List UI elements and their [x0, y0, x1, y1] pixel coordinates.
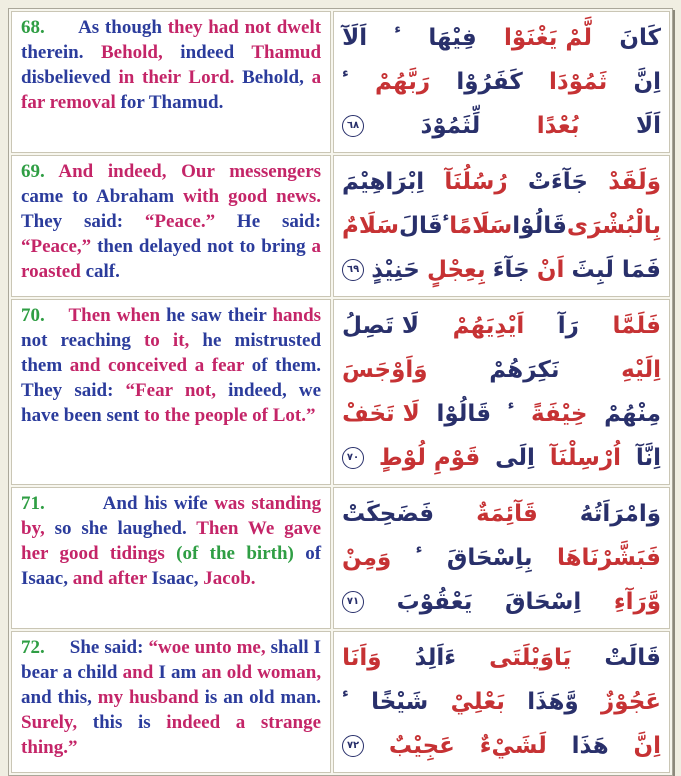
english-cell — [11, 299, 331, 485]
arabic-word: يَعْقُوْبَ — [396, 589, 473, 615]
arabic-word: بَعْلِيْ — [450, 689, 505, 715]
arabic-word: عَجُوْزٌ — [601, 689, 661, 715]
verses-table-frame — [8, 8, 673, 776]
arabic-word: بِعِجْلٍ — [426, 257, 486, 283]
verse-marker-badge: ٧٢ — [342, 735, 364, 757]
arabic-line — [342, 248, 661, 292]
arabic-word: قَالُوْا — [512, 213, 567, 239]
text-segment: to the people of Lot.” — [143, 405, 316, 426]
arabic-word: ثَمُوْدَا — [549, 69, 608, 95]
text-segment: indeed, we have been sent — [21, 380, 322, 426]
verse-marker-badge: ٧١ — [342, 591, 364, 613]
verse-number: 70. — [21, 305, 63, 326]
arabic-word: اَيْدِيَهُمْ — [452, 313, 525, 339]
text-segment: She said: — [69, 637, 144, 658]
text-segment: “Fear not, — [125, 380, 216, 401]
arabic-word: لَا تَخَفْ — [342, 401, 420, 427]
arabic-word: اِنَّ — [633, 733, 661, 759]
arabic-line — [342, 392, 661, 436]
arabic-word: قَالُوْا — [436, 401, 492, 427]
arabic-word: مِنْهُمْ — [604, 401, 661, 427]
arabic-line — [342, 348, 661, 392]
text-segment: and this, — [21, 687, 92, 708]
english-paragraph — [21, 303, 321, 428]
arabic-word: اُرْسِلْنَآ — [549, 445, 621, 471]
arabic-word: كَانَ — [619, 25, 661, 51]
arabic-word: وَّرَآءِ — [613, 589, 661, 615]
arabic-word: اَنْ — [536, 257, 565, 283]
arabic-word: اَلَآ — [342, 25, 368, 51]
text-segment: hands — [272, 305, 322, 326]
arabic-word: وَلَقَدْ — [608, 169, 661, 195]
text-segment: of them. They said: — [21, 355, 322, 401]
arabic-word: فِيْهَا — [428, 25, 477, 51]
text-segment: not reaching — [21, 330, 131, 351]
arabic-word: لِّثَمُوْدَ — [420, 113, 481, 139]
arabic-word: رَآ — [557, 313, 579, 339]
arabic-line — [342, 60, 661, 104]
arabic-word: جَآءَ — [492, 257, 530, 283]
text-segment: indeed — [180, 42, 235, 63]
text-segment: was standing by, — [21, 493, 322, 539]
arabic-line — [342, 160, 661, 204]
text-segment: came to Abraham — [21, 186, 175, 207]
text-segment: with good news. — [183, 186, 322, 207]
arabic-line — [342, 580, 661, 624]
text-segment: and conceived a fear — [69, 355, 245, 376]
text-segment: Jacob. — [203, 568, 256, 589]
arabic-word: هَذَا — [571, 733, 609, 759]
arabic-line — [342, 536, 661, 580]
pause-mark: ء — [394, 22, 402, 37]
arabic-word: كَفَرُوْا — [456, 69, 523, 95]
arabic-word: قَوْمِ لُوْطٍ — [378, 445, 481, 471]
text-segment: And his wife — [102, 493, 208, 514]
verse-row — [11, 299, 670, 485]
text-segment: they had not dwelt — [167, 17, 322, 38]
text-segment: he saw their — [166, 305, 267, 326]
verse-row — [11, 631, 670, 773]
pause-mark: ء — [415, 542, 423, 557]
pause-mark: ء — [342, 686, 349, 701]
text-segment: Behold, — [100, 42, 163, 63]
arabic-word: بِالْبُشْرَى — [566, 213, 661, 239]
text-segment: They said: — [21, 211, 124, 232]
arabic-line — [342, 724, 661, 768]
arabic-word: وَّهَذَا — [527, 689, 579, 715]
arabic-word: وَمِنْ — [342, 545, 392, 571]
arabic-word: رُسُلُنَآ — [444, 169, 508, 195]
text-segment: in their Lord. — [118, 67, 235, 88]
text-segment: an old woman, — [201, 662, 322, 683]
arabic-cell — [333, 487, 670, 629]
arabic-word: بِاِسْحَاقَ — [446, 545, 533, 571]
text-segment: “Peace.” — [144, 211, 216, 232]
arabic-cell — [333, 631, 670, 773]
arabic-word: اِبْرَاهِيْمَ — [342, 169, 425, 195]
text-segment: Then We gave her good tidings — [21, 518, 322, 564]
arabic-word: اِلَيْهِ — [621, 357, 661, 383]
arabic-line — [342, 204, 661, 248]
arabic-line — [342, 492, 661, 536]
arabic-word: قَالَ — [398, 213, 443, 239]
english-paragraph — [21, 635, 321, 760]
english-paragraph — [21, 491, 321, 591]
text-segment: indeed a strange thing.” — [21, 712, 322, 758]
arabic-word: شَيْخًا — [371, 689, 429, 715]
arabic-word: اِنَّآ — [635, 445, 661, 471]
text-segment: Behold, — [242, 67, 304, 88]
arabic-word: لَشَيْءٌ — [479, 733, 547, 759]
verse-row — [11, 11, 670, 153]
arabic-word: وَامْرَاَتُهُ — [579, 501, 661, 527]
arabic-cell — [333, 11, 670, 153]
arabic-word: اِنَّ — [633, 69, 661, 95]
text-segment: of Isaac, — [21, 543, 322, 589]
pause-mark: ء — [442, 210, 450, 225]
text-segment: and — [122, 662, 154, 683]
text-segment: he mistrusted them — [21, 330, 322, 376]
text-segment: then delayed not to bring — [97, 236, 306, 257]
text-segment: Surely, — [21, 712, 78, 733]
text-segment: shall I bear a child — [21, 637, 322, 683]
arabic-cell — [333, 155, 670, 297]
pause-mark: ء — [342, 66, 349, 81]
arabic-line — [342, 636, 661, 680]
arabic-word: قَآئِمَةٌ — [476, 501, 538, 527]
text-segment: a roasted — [21, 236, 322, 282]
verses-table — [9, 9, 672, 775]
verse-number: 68. — [21, 17, 74, 38]
text-segment: a far removal — [21, 67, 322, 113]
text-segment: therein. — [21, 42, 84, 63]
arabic-word: اِسْحَاقَ — [504, 589, 582, 615]
arabic-word: يَاوَيْلَتَى — [489, 645, 572, 671]
verse-row — [11, 155, 670, 297]
text-segment: (of the birth) — [176, 543, 294, 564]
text-segment: “Peace,” — [21, 236, 92, 257]
text-segment: so she laughed. — [54, 518, 187, 539]
text-segment: He said: — [236, 211, 322, 232]
arabic-word: اِلَى — [495, 445, 535, 471]
english-paragraph — [21, 159, 321, 284]
text-segment: and after — [72, 568, 147, 589]
arabic-word: وَاَنَا — [342, 645, 382, 671]
arabic-line — [342, 104, 661, 148]
arabic-word: عَجِيْبٌ — [388, 733, 455, 759]
text-segment: this is — [92, 712, 151, 733]
text-segment: for Thamud. — [120, 92, 224, 113]
arabic-word: سَلَامٌ — [342, 213, 399, 239]
arabic-word: سَلَامًا — [449, 213, 513, 239]
arabic-word: فَلَمَّا — [612, 313, 661, 339]
arabic-word: جَآءَتْ — [527, 169, 588, 195]
arabic-word: قَالَتْ — [604, 645, 661, 671]
verse-row — [11, 487, 670, 629]
arabic-word: بُعْدًا — [536, 113, 580, 139]
text-segment: my husband — [97, 687, 199, 708]
arabic-word: نَكِرَهُمْ — [489, 357, 560, 383]
text-segment: Thamud — [251, 42, 322, 63]
arabic-word: فَضَحِكَتْ — [342, 501, 435, 527]
arabic-word: لَا تَصِلُ — [342, 313, 419, 339]
text-segment: disbelieved — [21, 67, 111, 88]
arabic-word: حَنِيْذٍ — [371, 257, 420, 283]
text-segment: “woe unto me, — [148, 637, 266, 658]
english-paragraph — [21, 15, 321, 115]
text-segment: to it, — [143, 330, 190, 351]
arabic-word: اَلَا — [635, 113, 661, 139]
english-cell — [11, 631, 331, 773]
arabic-line — [342, 304, 661, 348]
verse-marker-badge: ٦٨ — [342, 115, 364, 137]
pause-mark: ء — [507, 398, 515, 413]
english-cell — [11, 487, 331, 629]
text-segment: Then when — [68, 305, 161, 326]
arabic-line — [342, 436, 661, 480]
text-segment: I am — [158, 662, 197, 683]
arabic-word: رَبَّهُمْ — [374, 69, 431, 95]
arabic-word: وَاَوْجَسَ — [342, 357, 428, 383]
verse-marker-badge: ٧٠ — [342, 447, 364, 469]
verse-number: 72. — [21, 637, 65, 658]
arabic-line — [342, 680, 661, 724]
arabic-word: فَبَشَّرْنَاهَا — [556, 545, 661, 571]
text-segment: calf. — [85, 261, 120, 282]
text-segment: As though — [78, 17, 162, 38]
arabic-word: ءَاَلِدُ — [414, 645, 457, 671]
arabic-word: لَّمْ يَغْنَوْا — [504, 25, 593, 51]
arabic-cell — [333, 299, 670, 485]
verse-number: 69. — [21, 161, 45, 182]
arabic-line — [342, 16, 661, 60]
text-segment: And indeed, Our messengers — [58, 161, 322, 182]
english-cell — [11, 155, 331, 297]
verse-number: 71. — [21, 493, 98, 514]
english-cell — [11, 11, 331, 153]
arabic-word: خِيْفَةً — [531, 401, 588, 427]
verse-marker-badge: ٦٩ — [342, 259, 364, 281]
text-segment: is an old man. — [204, 687, 322, 708]
text-segment: Isaac, — [151, 568, 199, 589]
arabic-word: فَمَا لَبِثَ — [571, 257, 661, 283]
